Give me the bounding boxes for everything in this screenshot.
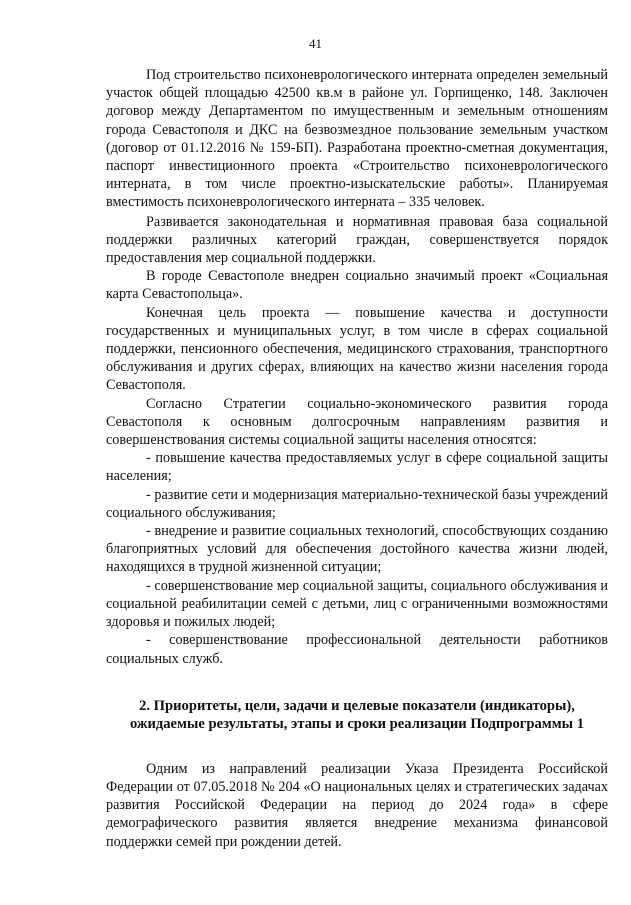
section-heading-line-2: ожидаемые результаты, этапы и сроки реализации Подпрограммы 1 bbox=[129, 715, 585, 732]
page-number: 41 bbox=[309, 36, 322, 51]
section-heading bbox=[106, 697, 608, 733]
list-item-professional: - совершенствование профессиональной деятельности работников социальных служб. bbox=[106, 632, 608, 667]
paragraph-legal-base: Развивается законодательная и нормативная правовая база социальной поддержки различных категорий граждан, совершенствуется порядок предоставления мер социальной поддержки. bbox=[106, 213, 608, 267]
paragraph-construction: Под строительство психоневрологического интерната определен земельный участок общей площадью 42500 кв.м в районе ул. Горпищенко, 148. Заключен договор между Департаментом по имущественным и земельным отношениям города Севастополя и ДКС на безвозмездное пользование земельным участком (договор от 01.12.2016 № 159-БП). Разработана проектно-сметная документация, паспорт инвестиционного проекта «Строительство психоневрологического интерната, в том числе проектно-изыскательские работы». Планируемая вместимость психоневрологического интерната – 335 человек. bbox=[106, 67, 608, 211]
paragraph-strategy: Согласно Стратегии социально-экономического развития города Севастополя к основным долгосрочным направлениям развития и совершенствования системы социальной защиты населения относятся: bbox=[106, 395, 608, 449]
list-item-quality: - повышение качества предоставляемых услуг в сфере социальной защиты населения; bbox=[106, 450, 608, 485]
paragraph-decree: Одним из направлений реализации Указа Президента Российской Федерации от 07.05.2018 № 204 «О национальных целях и стратегических задачах развития Российской Федерации на период до 2024 года» в сфере демографического развития является внедрение механизма финансовой поддержки семей при рождении детей. bbox=[106, 760, 608, 850]
section-heading-line-1: 2. Приоритеты, цели, задачи и целевые показатели (индикаторы), bbox=[139, 697, 575, 714]
list-item-technologies: - внедрение и развитие социальных технологий, способствующих созданию благоприятных условий для обеспечения достойного качества жизни людей, находящихся в трудной жизненной ситуации; bbox=[106, 523, 608, 576]
list-item-network: - развитие сети и модернизация материально-технической базы учреждений социального обслуживания; bbox=[106, 486, 608, 521]
paragraph-social-card: В городе Севастополе внедрен социально значимый проект «Социальная карта Севастопольца». bbox=[106, 268, 608, 303]
page-body bbox=[106, 66, 608, 851]
paragraph-project-goal: Конечная цель проекта — повышение качества и доступности государственных и муниципальных услуг, в том числе в сферах социальной поддержки, пенсионного обеспечения, медицинского страхования, транспортного обслуживания и других сферах, влияющих на качество жизни населения города Севастополя. bbox=[106, 304, 608, 394]
list-item-protection: - совершенствование мер социальной защиты, социального обслуживания и социальной реабилитации семей с детьми, лиц с ограниченными возможностями здоровья и пожилых людей; bbox=[106, 577, 608, 631]
